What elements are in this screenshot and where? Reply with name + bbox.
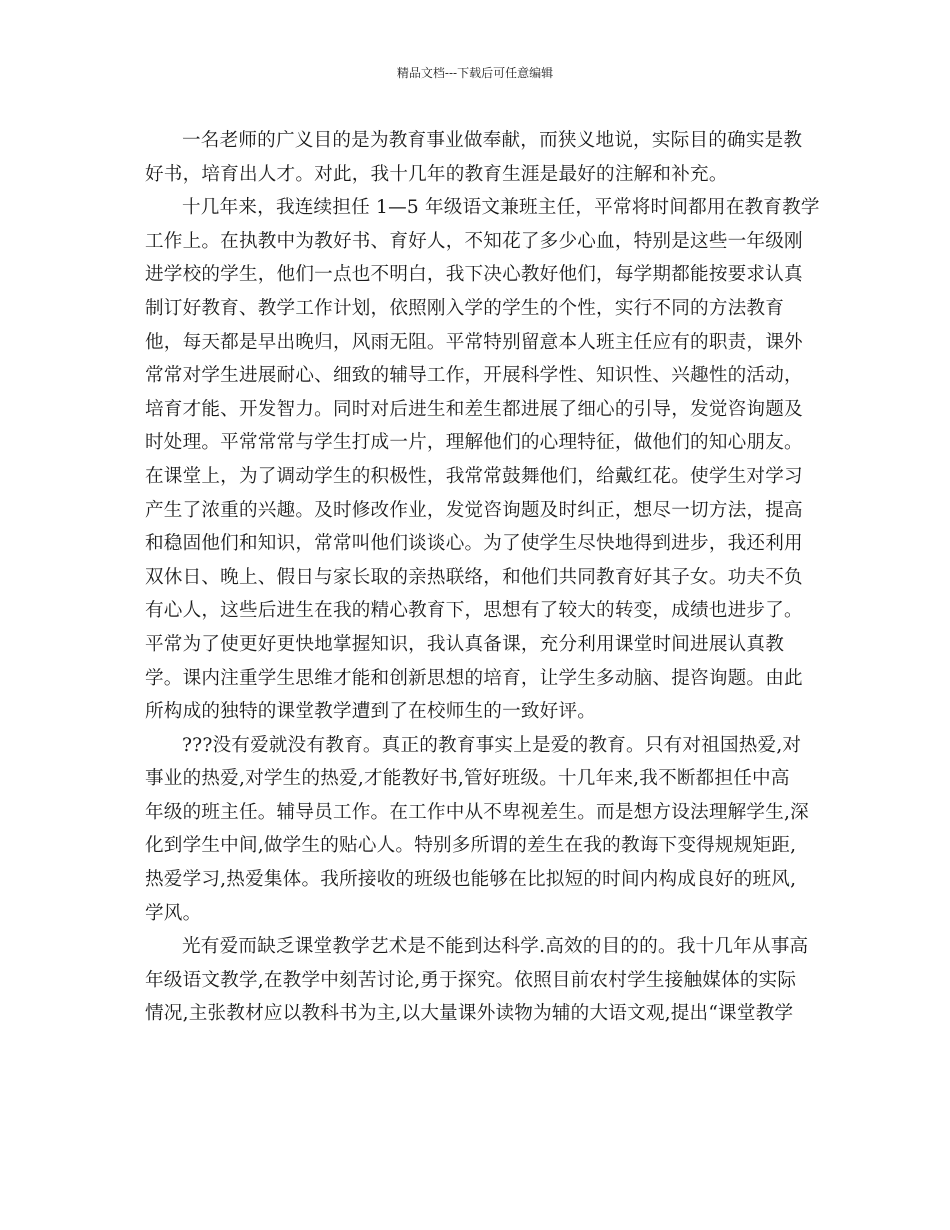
text-line: 光有爱而缺乏课堂教学艺术是不能到达科学.高效的目的的。我十几年从事高 bbox=[182, 936, 809, 958]
text-line: 所构成的独特的课堂教学遭到了在校师生的一致好评。 bbox=[145, 701, 597, 723]
text-line: 有心人，这些后进生在我的精心教育下，思想有了较大的转变，成绩也进步了。 bbox=[145, 600, 803, 622]
text-line: 年级的班主任。辅导员工作。在工作中从不卑视差生。而是想方设法理解学生,深 bbox=[145, 801, 809, 823]
text-line: 双休日、晚上、假日与家长取的亲热联络，和他们共同教育好其子女。功夫不负 bbox=[145, 566, 803, 588]
text-line: 常常对学生进展耐心、细致的辅导工作，开展科学性、知识性、兴趣性的活动， bbox=[145, 365, 803, 387]
page-header: 精品文档---下载后可任意编辑 bbox=[396, 66, 554, 80]
text-line: 学。课内注重学生思维才能和创新思想的培育，让学生多动脑、提咨询题。由此 bbox=[145, 667, 803, 689]
text-line: 他，每天都是早出晚归，风雨无阻。平常特别留意本人班主任应有的职责，课外 bbox=[145, 331, 803, 353]
text-line: 年级语文教学,在教学中刻苦讨论,勇于探究。依照目前农村学生接触媒体的实际 bbox=[145, 969, 797, 991]
text-line: 进学校的学生，他们一点也不明白，我下决心教好他们，每学期都能按要求认真 bbox=[145, 264, 803, 286]
text-line: 培育才能、开发智力。同时对后进生和差生都进展了细心的引导，发觉咨询题及 bbox=[145, 398, 803, 420]
text-line: 和稳固他们和知识，常常叫他们谈谈心。为了使学生尽快地得到进步，我还利用 bbox=[145, 533, 803, 555]
text-line: 好书，培育出人才。对此，我十几年的教育生涯是最好的注解和补充。 bbox=[145, 163, 728, 185]
text-line: 产生了浓重的兴趣。及时修改作业，发觉咨询题及时纠正，想尽一切方法，提高 bbox=[145, 499, 803, 521]
text-line: 一名老师的广义目的是为教育事业做奉献，而狭义地说，实际目的确实是教 bbox=[182, 130, 803, 151]
paragraph-3 bbox=[145, 729, 809, 931]
text-line: 热爱学习,热爱集体。我所接收的班级也能够在比拟短的时间内构成良好的班风, bbox=[145, 869, 797, 891]
text-line: 情况,主张教材应以教科书为主,以大量课外读物为辅的大语文观,提出“课堂教学 bbox=[145, 1003, 794, 1025]
paragraph-1 bbox=[145, 124, 805, 191]
text-line: 时处理。平常常常与学生打成一片，理解他们的心理特征，做他们的知心朋友。 bbox=[145, 432, 803, 454]
text-line: 在课堂上，为了调动学生的积极性，我常常鼓舞他们，给戴红花。使学生对学习 bbox=[145, 465, 803, 487]
text-line: 工作上。在执教中为教好书、育好人，不知花了多少心血，特别是这些一年级刚 bbox=[145, 230, 803, 252]
text-line: 平常为了使更好更快地掌握知识，我认真备课，充分利用课堂时间进展认真教 bbox=[145, 633, 784, 655]
document-body bbox=[145, 124, 820, 1031]
paragraph-2 bbox=[145, 191, 820, 729]
text-line: 制订好教育、教学工作计划，依照刚入学的学生的个性，实行不同的方法教育 bbox=[145, 297, 784, 319]
text-line: 学风。 bbox=[145, 902, 202, 924]
paragraph-4 bbox=[145, 930, 809, 1031]
text-line: 事业的热爱,对学生的热爱,才能教好书,管好班级。十几年来,我不断都担任中高 bbox=[145, 768, 790, 790]
text-line: 化到学生中间,做学生的贴心人。特别多所谓的差生在我的教诲下变得规规矩距, bbox=[145, 835, 797, 857]
text-line: ???没有爱就没有教育。真正的教育事实上是爱的教育。只有对祖国热爱,对 bbox=[182, 734, 802, 756]
text-line: 十几年来，我连续担任 1—5 年级语文兼班主任，平常将时间都用在教育教学 bbox=[182, 197, 820, 219]
